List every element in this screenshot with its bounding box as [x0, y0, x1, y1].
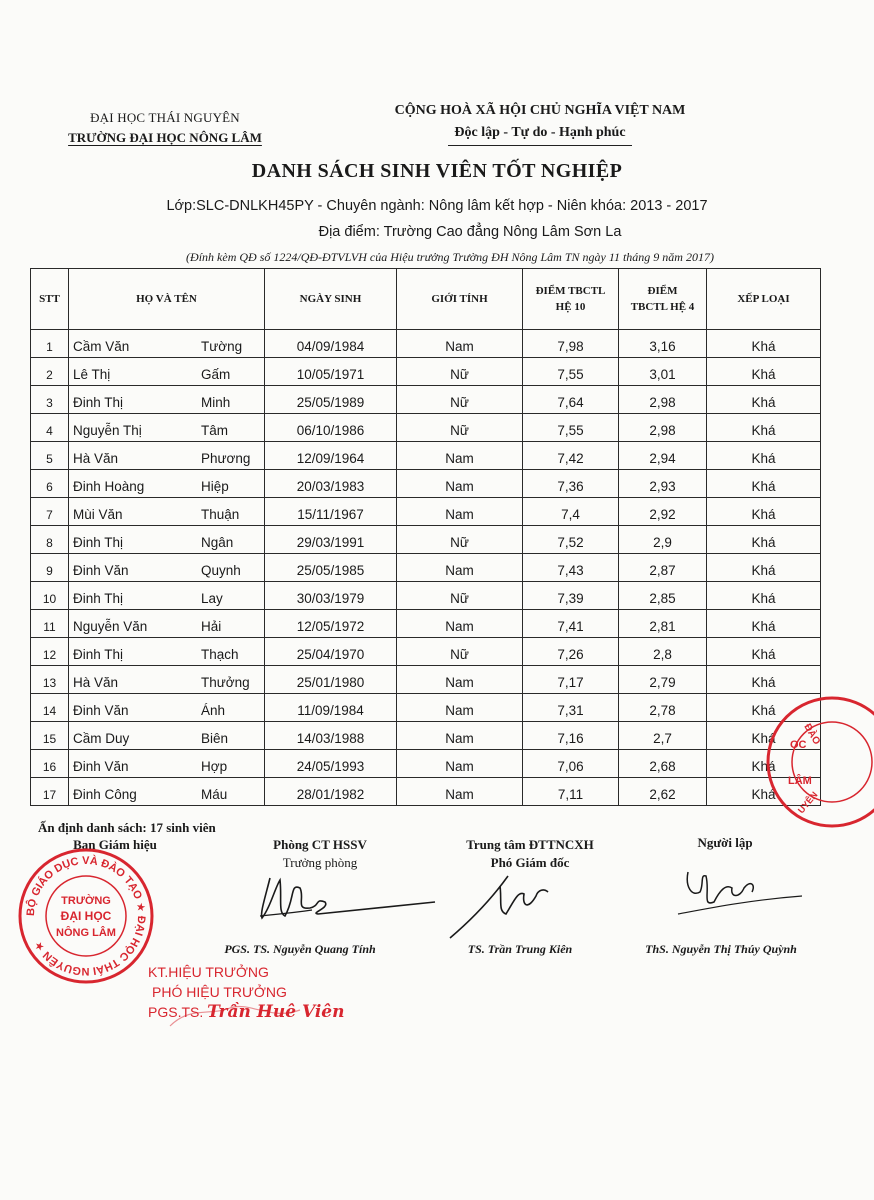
cell-given-name: Biên	[201, 731, 229, 746]
cell-dob: 04/09/1984	[265, 330, 397, 358]
cell-gpa4: 2,79	[619, 666, 707, 694]
national-motto: Độc lập - Tự do - Hạnh phúc	[448, 122, 631, 146]
cell-given-name: Tường	[201, 339, 243, 354]
summary-line: Ấn định danh sách: 17 sinh viên	[38, 820, 216, 835]
cell-name	[69, 386, 265, 414]
header-name: HỌ VÀ TÊN	[69, 269, 265, 330]
cell-given-name: Ngân	[201, 535, 234, 550]
training-center-role: Phó Giám đốc	[490, 855, 570, 870]
header-gpa10-line1: ĐIỂM TBCTL	[535, 285, 606, 297]
graduates-table	[30, 268, 821, 806]
cell-rank: Khá	[707, 694, 821, 722]
cell-name	[69, 554, 265, 582]
cell-gpa10: 7,16	[523, 722, 619, 750]
table-row	[31, 722, 821, 750]
cell-gpa4: 3,01	[619, 358, 707, 386]
cell-gpa10: 7,52	[523, 526, 619, 554]
rector-name: Trần Huê Viên	[207, 1002, 345, 1022]
cell-gender: Nữ	[397, 638, 523, 666]
name-quynh: ThS. Nguyễn Thị Thúy Quỳnh	[645, 942, 797, 956]
table-row	[31, 442, 821, 470]
cell-stt: 3	[31, 386, 69, 414]
cell-name	[69, 610, 265, 638]
cell-name	[69, 778, 265, 806]
national-header	[370, 100, 710, 146]
cell-gender: Nữ	[397, 582, 523, 610]
cell-gpa4: 2,87	[619, 554, 707, 582]
cell-stt: 7	[31, 498, 69, 526]
issuer-school: TRƯỜNG ĐẠI HỌC NÔNG LÂM	[68, 130, 262, 145]
student-affairs-title: Phòng CT HSSV	[273, 837, 367, 852]
cell-name	[69, 638, 265, 666]
cell-name	[69, 582, 265, 610]
cell-name	[69, 498, 265, 526]
cell-dob: 11/09/1984	[265, 694, 397, 722]
cell-gender: Nam	[397, 750, 523, 778]
cell-stt: 12	[31, 638, 69, 666]
cell-gpa4: 2,7	[619, 722, 707, 750]
cell-surname: Đinh Hoàng	[73, 479, 145, 494]
cell-dob: 20/03/1983	[265, 470, 397, 498]
cell-gpa10: 7,26	[523, 638, 619, 666]
cell-gpa4: 2,94	[619, 442, 707, 470]
seal-center-3: NÔNG LÂM	[56, 927, 116, 939]
cell-surname: Đinh Văn	[73, 759, 129, 774]
edge-seal-text-1: ĐÀO	[801, 722, 823, 747]
cell-rank: Khá	[707, 638, 821, 666]
cell-gender: Nam	[397, 470, 523, 498]
cell-gpa10: 7,41	[523, 610, 619, 638]
cell-stt: 6	[31, 470, 69, 498]
cell-gender: Nữ	[397, 358, 523, 386]
name-kien: TS. Trần Trung Kiên	[467, 942, 573, 956]
cell-stt: 11	[31, 610, 69, 638]
cell-stt: 4	[31, 414, 69, 442]
cell-gender: Nam	[397, 498, 523, 526]
rector-line2: PHÓ HIỆU TRƯỞNG	[152, 984, 287, 1000]
cell-gpa4: 2,78	[619, 694, 707, 722]
cell-surname: Nguyễn Thị	[73, 423, 142, 438]
header-gpa10-line2: HỆ 10	[555, 301, 586, 313]
table-row	[31, 582, 821, 610]
cell-name	[69, 358, 265, 386]
cell-dob: 06/10/1986	[265, 414, 397, 442]
table-row	[31, 778, 821, 806]
preparer-title: Người lập	[697, 835, 753, 850]
header-gpa4-line1: ĐIỂM	[647, 285, 678, 297]
cell-rank: Khá	[707, 442, 821, 470]
cell-dob: 29/03/1991	[265, 526, 397, 554]
cell-dob: 25/05/1985	[265, 554, 397, 582]
table-header-row	[31, 269, 821, 330]
cell-stt: 9	[31, 554, 69, 582]
cell-surname: Đinh Thị	[73, 535, 124, 550]
cell-given-name: Thạch	[201, 647, 239, 662]
cell-name	[69, 666, 265, 694]
seal-center-1: TRƯỜNG	[61, 895, 111, 907]
header-gpa4	[619, 269, 707, 330]
cell-gpa10: 7,64	[523, 386, 619, 414]
cell-gender: Nam	[397, 778, 523, 806]
cell-rank: Khá	[707, 554, 821, 582]
cell-rank: Khá	[707, 330, 821, 358]
cell-gender: Nữ	[397, 526, 523, 554]
name-tinh: PGS. TS. Nguyễn Quang Tính	[224, 942, 376, 956]
cell-rank: Khá	[707, 610, 821, 638]
cell-given-name: Tâm	[201, 423, 228, 438]
cell-name	[69, 722, 265, 750]
header-gpa10	[523, 269, 619, 330]
decision-reference: (Đính kèm QĐ số 1224/QĐ-ĐTVLVH của Hiệu trưởng Trường ĐH Nông Lâm TN ngày 11 tháng 9 năm 2017)	[186, 250, 714, 264]
cell-gpa4: 2,98	[619, 386, 707, 414]
table-row	[31, 638, 821, 666]
cell-gpa10: 7,42	[523, 442, 619, 470]
cell-stt: 17	[31, 778, 69, 806]
table-row	[31, 666, 821, 694]
cell-gpa10: 7,17	[523, 666, 619, 694]
cell-gpa10: 7,31	[523, 694, 619, 722]
class-info: Lớp:SLC-DNLKH45PY - Chuyên ngành: Nông lâm kết hợp - Niên khóa: 2013 - 2017	[166, 198, 708, 214]
cell-surname: Cầm Văn	[73, 339, 130, 354]
cell-stt: 16	[31, 750, 69, 778]
cell-gender: Nữ	[397, 386, 523, 414]
cell-gender: Nam	[397, 442, 523, 470]
cell-surname: Mùi Văn	[73, 507, 123, 522]
table-row	[31, 414, 821, 442]
cell-gender: Nam	[397, 330, 523, 358]
cell-rank: Khá	[707, 386, 821, 414]
document-title: DANH SÁCH SINH VIÊN TỐT NGHIỆP	[251, 160, 623, 182]
cell-gpa10: 7,36	[523, 470, 619, 498]
cell-name	[69, 526, 265, 554]
cell-rank: Khá	[707, 498, 821, 526]
board-title: Ban Giám hiệu	[73, 837, 157, 852]
cell-given-name: Minh	[201, 395, 231, 410]
cell-given-name: Quynh	[201, 563, 241, 578]
cell-given-name: Hiệp	[201, 479, 229, 494]
cell-dob: 25/01/1980	[265, 666, 397, 694]
cell-stt: 10	[31, 582, 69, 610]
cell-gpa4: 2,85	[619, 582, 707, 610]
cell-gender: Nam	[397, 610, 523, 638]
cell-given-name: Thưởng	[201, 675, 250, 690]
cell-surname: Đinh Văn	[73, 703, 129, 718]
cell-surname: Đinh Công	[73, 787, 137, 802]
cell-gpa10: 7,55	[523, 358, 619, 386]
cell-gpa10: 7,55	[523, 414, 619, 442]
cell-surname: Hà Văn	[73, 675, 119, 690]
cell-stt: 13	[31, 666, 69, 694]
signature-tinh	[240, 868, 440, 928]
issuer-block	[40, 108, 290, 148]
cell-surname: Đinh Văn	[73, 563, 129, 578]
signature-kien	[440, 866, 590, 941]
cell-gpa10: 7,06	[523, 750, 619, 778]
header-stt: STT	[31, 269, 69, 330]
cell-gpa10: 7,4	[523, 498, 619, 526]
edge-seal-text-2: ỌC	[790, 739, 807, 751]
cell-rank: Khá	[707, 666, 821, 694]
edge-seal-text-4: UYÊN	[795, 789, 820, 816]
cell-gpa10: 7,43	[523, 554, 619, 582]
cell-dob: 15/11/1967	[265, 498, 397, 526]
cell-name	[69, 694, 265, 722]
cell-dob: 24/05/1993	[265, 750, 397, 778]
cell-rank: Khá	[707, 358, 821, 386]
cell-dob: 25/05/1989	[265, 386, 397, 414]
cell-gpa10: 7,98	[523, 330, 619, 358]
cell-stt: 2	[31, 358, 69, 386]
cell-gpa10: 7,11	[523, 778, 619, 806]
rector-prefix: PGS.TS.	[148, 1004, 204, 1020]
cell-gpa4: 3,16	[619, 330, 707, 358]
university-seal	[16, 846, 156, 986]
cell-given-name: Thuận	[201, 507, 240, 522]
location-info: Địa điểm: Trường Cao đẳng Nông Lâm Sơn La	[318, 224, 622, 240]
cell-surname: Cầm Duy	[73, 731, 130, 746]
seal-center-2: ĐẠI HỌC	[60, 909, 112, 923]
cell-given-name: Hợp	[201, 759, 228, 774]
cell-stt: 1	[31, 330, 69, 358]
edge-seal-text-3: LÂM	[788, 775, 812, 787]
cell-gender: Nam	[397, 554, 523, 582]
rector-block	[148, 962, 344, 1022]
cell-given-name: Máu	[201, 787, 228, 802]
cell-dob: 28/01/1982	[265, 778, 397, 806]
cell-stt: 5	[31, 442, 69, 470]
cell-gender: Nam	[397, 722, 523, 750]
cell-dob: 12/05/1972	[265, 610, 397, 638]
cell-rank: Khá	[707, 470, 821, 498]
cell-rank: Khá	[707, 414, 821, 442]
header-dob: NGÀY SINH	[265, 269, 397, 330]
table-row	[31, 750, 821, 778]
cell-surname: Lê Thị	[73, 367, 111, 382]
cell-name	[69, 442, 265, 470]
cell-rank: Khá	[707, 778, 821, 806]
rector-line1: KT.HIỆU TRƯỞNG	[148, 964, 269, 980]
cell-rank: Khá	[707, 722, 821, 750]
cell-name	[69, 750, 265, 778]
cell-rank: Khá	[707, 582, 821, 610]
table-row	[31, 358, 821, 386]
student-affairs-block	[220, 836, 420, 872]
cell-name	[69, 470, 265, 498]
cell-gpa4: 2,62	[619, 778, 707, 806]
table-row	[31, 386, 821, 414]
cell-gender: Nam	[397, 694, 523, 722]
issuer-org: ĐẠI HỌC THÁI NGUYÊN	[90, 110, 240, 125]
cell-gender: Nam	[397, 666, 523, 694]
cell-stt: 14	[31, 694, 69, 722]
cell-dob: 10/05/1971	[265, 358, 397, 386]
cell-dob: 30/03/1979	[265, 582, 397, 610]
cell-gpa4: 2,92	[619, 498, 707, 526]
cell-dob: 14/03/1988	[265, 722, 397, 750]
cell-dob: 25/04/1970	[265, 638, 397, 666]
table-row	[31, 694, 821, 722]
cell-gpa4: 2,68	[619, 750, 707, 778]
table-row	[31, 470, 821, 498]
cell-gpa4: 2,9	[619, 526, 707, 554]
cell-gpa10: 7,39	[523, 582, 619, 610]
cell-gpa4: 2,98	[619, 414, 707, 442]
cell-given-name: Phương	[201, 451, 251, 466]
edge-seal	[762, 696, 874, 836]
cell-given-name: Ánh	[201, 703, 226, 718]
student-affairs-role: Trưởng phòng	[282, 855, 358, 870]
cell-surname: Đinh Thị	[73, 395, 124, 410]
cell-given-name: Lay	[201, 591, 223, 606]
cell-gpa4: 2,81	[619, 610, 707, 638]
republic-name: CỘNG HOÀ XÃ HỘI CHỦ NGHĨA VIỆT NAM	[394, 103, 686, 118]
cell-surname: Nguyễn Văn	[73, 619, 148, 634]
header-gender: GIỚI TÍNH	[397, 269, 523, 330]
signature-quynh	[670, 862, 810, 922]
header-gpa4-line2: TBCTL HỆ 4	[630, 301, 695, 313]
cell-rank: Khá	[707, 750, 821, 778]
table-row	[31, 554, 821, 582]
cell-given-name: Hải	[201, 619, 222, 634]
cell-stt: 8	[31, 526, 69, 554]
cell-surname: Đinh Thị	[73, 591, 124, 606]
table-row	[31, 498, 821, 526]
table-row	[31, 526, 821, 554]
cell-gpa4: 2,93	[619, 470, 707, 498]
cell-dob: 12/09/1964	[265, 442, 397, 470]
table-row	[31, 610, 821, 638]
cell-stt: 15	[31, 722, 69, 750]
cell-given-name: Gấm	[201, 367, 231, 382]
cell-rank: Khá	[707, 526, 821, 554]
header-rank: XẾP LOẠI	[707, 269, 821, 330]
cell-gender: Nữ	[397, 414, 523, 442]
cell-surname: Hà Văn	[73, 451, 119, 466]
training-center-title: Trung tâm ĐTTNCXH	[466, 837, 594, 852]
cell-surname: Đinh Thị	[73, 647, 124, 662]
cell-gpa4: 2,8	[619, 638, 707, 666]
cell-name	[69, 414, 265, 442]
cell-name	[69, 330, 265, 358]
table-row	[31, 330, 821, 358]
seal-ring-text: BỘ GIÁO DỤC VÀ ĐÀO TẠO ★ ĐẠI HỌC THÁI NGUYÊN ★	[24, 854, 148, 978]
